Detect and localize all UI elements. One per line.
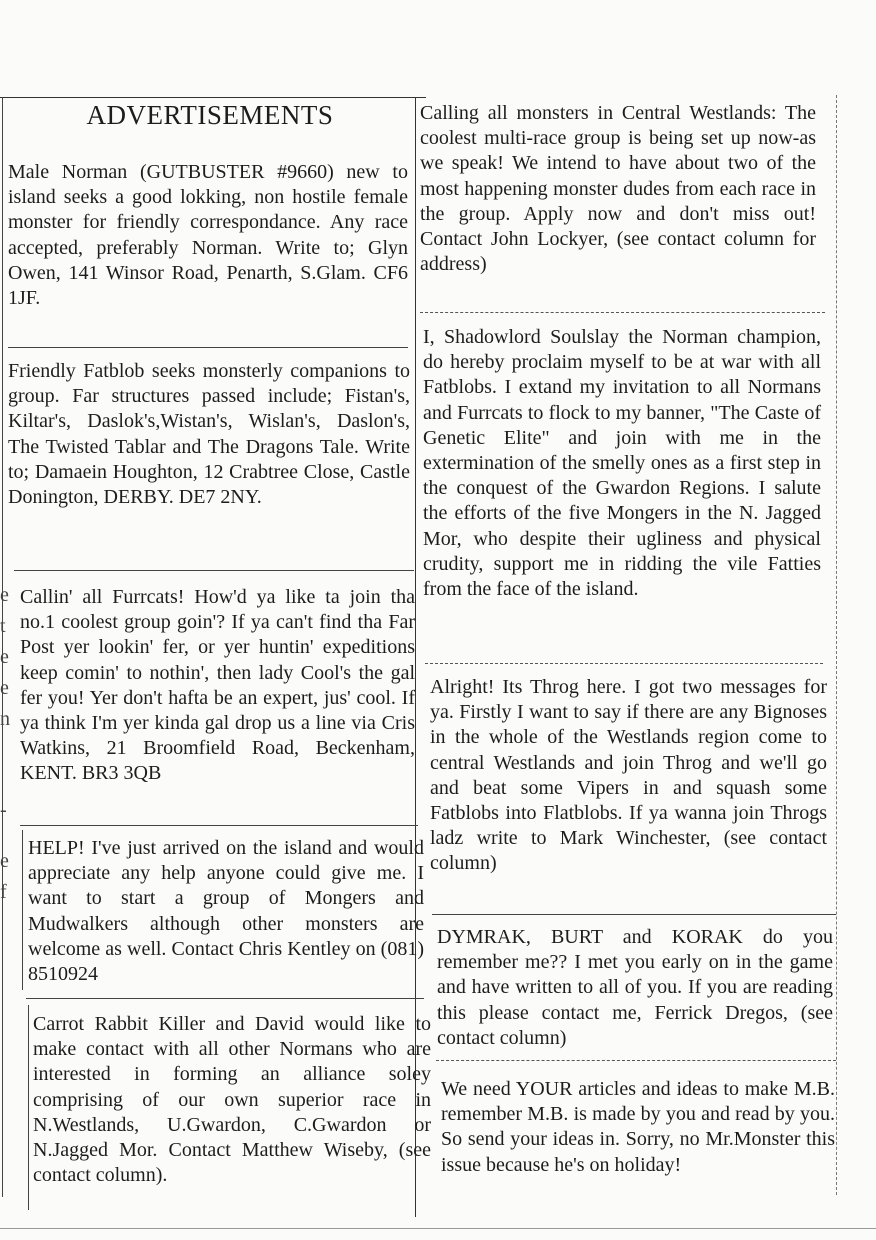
ad-left-1	[8, 160, 408, 311]
ad-text: DYMRAK, BURT and KORAK do you remember me?? I met you early on in the game and have written to all of you. If you are reading this please contact me, Ferrick Dregos, (see contact column)	[437, 926, 833, 1049]
ad-right-4	[437, 925, 833, 1051]
ad-separator	[425, 663, 823, 664]
ad-separator	[26, 998, 424, 999]
ad-left-2	[8, 359, 410, 510]
ad-separator	[432, 914, 836, 915]
ad-left-4	[28, 836, 424, 987]
box-border	[22, 830, 23, 990]
margin-scrap: e	[0, 646, 9, 668]
ad-separator	[420, 312, 825, 313]
ad-left-5	[33, 1012, 431, 1188]
ad-left-3	[20, 585, 415, 787]
ad-text: I, Shadowlord Soulslay the Norman champion, do hereby proclaim myself to be at war with all Fatblobs. I extand my invitation to all Normans and Furrcats to flock to my banner, "The Caste of Genetic Elite" and join with me in the extermination of the smelly ones as a first step in the conquest of the Gwardon Regions. I salute the efforts of the five Mongers in the N. Jagged Mor, who despite their ugliness and physical crudity, support me in ridding the vile Fatties from the face of the island.	[423, 326, 821, 601]
frame-top-rule	[0, 97, 426, 98]
box-border	[28, 1005, 29, 1210]
ad-separator	[436, 1060, 836, 1061]
ad-separator	[20, 825, 418, 826]
ad-text: Carrot Rabbit Killer and David would like to make contact with all other Normans who are interested in forming an alliance soley comprising of our own superior race in N.Westlands, U.Gwardon, C.Gwardon or N.Jagged Mor. Contact Matthew Wiseby, (see contact column).	[33, 1013, 431, 1187]
margin-scrap: t	[0, 615, 6, 637]
ad-text: Callin' all Furrcats! How'd ya like ta join tha no.1 coolest group goin'? If ya can't find tha Far Post yer lookin' fer, or yer huntin' expeditions keep comin' to nothin', then lady Cool's the gal fer you! Yer don't hafta be an expert, jus' cool. If ya think I'm yer kinda gal drop us a line via Cris Watkins, 21 Broomfield Road, Beckenham, KENT. BR3 3QB	[20, 586, 415, 785]
margin-scrap: e	[0, 677, 9, 699]
margin-scrap: e	[0, 584, 9, 606]
ad-separator	[8, 347, 408, 348]
ad-text: Male Norman (GUTBUSTER #9660) new to island seeks a good lokking, non hostile female monster for friendly correspondance. Any race accepted, preferably Norman. Write to; Glyn Owen, 141 Winsor Road, Penarth, S.Glam. CF6 1JF.	[8, 161, 408, 310]
ad-right-5	[441, 1077, 835, 1178]
section-heading: ADVERTISEMENTS	[86, 100, 334, 130]
ad-text: We need YOUR articles and ideas to make M.B. remember M.B. is made by you and read by you. So send your ideas in. Sorry, no Mr.Monster this issue because he's on holiday!	[441, 1078, 835, 1176]
margin-scrap: f	[0, 881, 7, 903]
ad-text: HELP! I've just arrived on the island and would appreciate any help anyone could give me. I want to start a group of Mongers and Mudwalkers although other monsters are welcome as well. Contact Chris Kentley on (081) 8510924	[28, 837, 424, 986]
page-bottom-rule	[0, 1228, 876, 1229]
margin-scrap: n	[0, 708, 10, 730]
ad-right-3	[430, 675, 827, 877]
ad-separator	[14, 570, 414, 571]
ad-text: Calling all monsters in Central Westlands: The coolest multi-race group is being set up now-as we speak! We intend to have about two of the most happening monster dudes from each race in the group. Apply now and don't miss out! Contact John Lockyer, (see contact column for address)	[420, 102, 816, 276]
margin-scrap: e	[0, 850, 9, 872]
ad-text: Alright! Its Throg here. I got two messages for ya. Firstly I want to say if there are any Bignoses in the whole of the Westlands region come to central Westlands and join Throg and we'll go and beat some Vipers in and squash some Fatblobs into Flatblobs. If ya wanna join Throgs ladz write to Mark Winchester, (see contact column)	[430, 676, 827, 875]
margin-scrap: -	[0, 799, 7, 821]
ad-right-2	[423, 325, 821, 602]
ad-right-1	[420, 101, 816, 277]
right-column-edge	[836, 95, 837, 1195]
ad-text: Friendly Fatblob seeks monsterly companions to group. Far structures passed include; Fistan's, Kiltar's, Daslok's,Wistan's, Wislan's, Daslon's, The Twisted Tablar and The Dragons Tale. Write to; Damaein Houghton, 12 Crabtree Close, Castle Donington, DERBY. DE7 2NY.	[8, 360, 410, 509]
cut-off-margin-text	[0, 580, 10, 908]
